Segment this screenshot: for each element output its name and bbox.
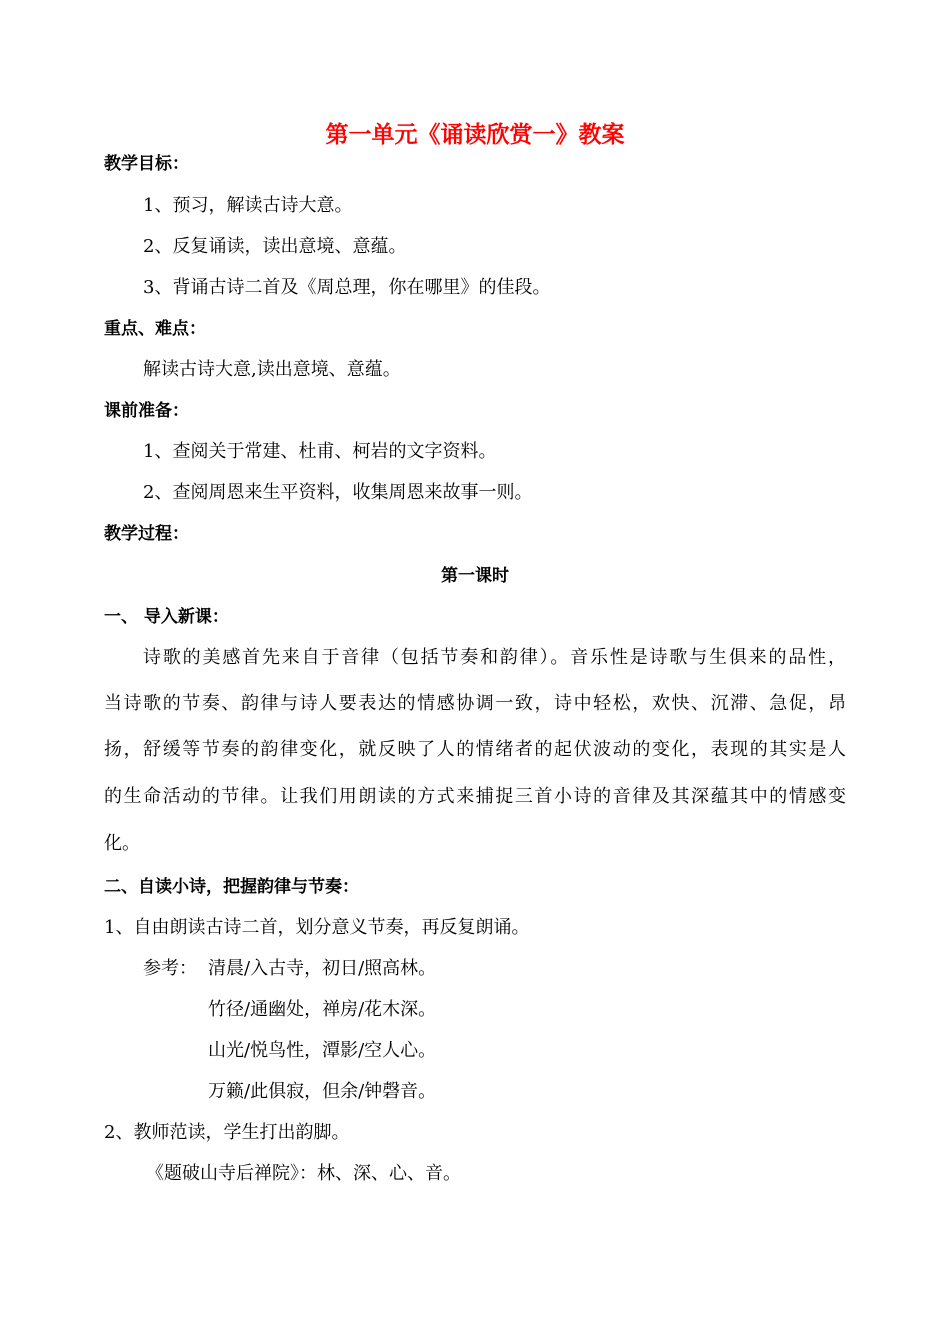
poem-line: 清晨/入古寺，初日/照高林。 xyxy=(208,958,437,979)
part1-heading: 一、 导入新课： xyxy=(104,607,229,627)
reference-label: 参考： xyxy=(143,958,197,979)
rhyme-line: 《题破山寺后禅院》：林、深、心、音。 xyxy=(146,1163,461,1184)
process-heading: 教学过程： xyxy=(104,524,189,544)
part1-paragraph-line: 扬，舒缓等节奏的韵律变化，就反映了人的情绪者的起伏波动的变化，表现的其实是人 xyxy=(104,739,846,760)
part1-paragraph-line: 当诗歌的节奏、韵律与诗人要表达的情感协调一致，诗中轻松，欢快、沉滞、急促，昂 xyxy=(104,693,846,714)
part2-step2: 2、教师范读，学生打出韵脚。 xyxy=(104,1122,350,1143)
key-points-text: 解读古诗大意,读出意境、意蕴。 xyxy=(143,359,401,380)
preparation-heading: 课前准备： xyxy=(104,401,189,421)
poem-line: 竹径/通幽处，禅房/花木深。 xyxy=(208,999,437,1020)
part1-paragraph-line: 诗歌的美感首先来自于音律（包括节奏和韵律）。音乐性是诗歌与生俱来的品性， xyxy=(143,647,846,668)
preparation-item: 1、查阅关于常建、杜甫、柯岩的文字资料。 xyxy=(143,441,497,462)
key-points-heading: 重点、难点： xyxy=(104,319,206,339)
objective-item: 3、背诵古诗二首及《周总理，你在哪里》的佳段。 xyxy=(143,277,551,298)
part1-paragraph-line: 化。 xyxy=(104,833,140,854)
objective-item: 2、反复诵读，读出意境、意蕴。 xyxy=(143,236,407,257)
poem-line: 万籁/此俱寂，但余/钟磬音。 xyxy=(208,1081,437,1102)
objective-item: 1、预习，解读古诗大意。 xyxy=(143,195,353,216)
poem-line: 山光/悦鸟性，潭影/空人心。 xyxy=(208,1040,437,1061)
objectives-heading: 教学目标： xyxy=(104,154,189,174)
part1-paragraph-line: 的生命活动的节律。让我们用朗读的方式来捕捉三首小诗的音律及其深蕴其中的情感变 xyxy=(104,786,846,807)
part2-heading: 二、自读小诗，把握韵律与节奏： xyxy=(104,877,359,897)
document-title: 第一单元《诵读欣赏一》教案 xyxy=(325,122,625,148)
lesson-title: 第一课时 xyxy=(441,566,509,586)
part2-step1: 1、自由朗读古诗二首，划分意义节奏，再反复朗诵。 xyxy=(104,917,530,938)
preparation-item: 2、查阅周恩来生平资料，收集周恩来故事一则。 xyxy=(143,482,533,503)
